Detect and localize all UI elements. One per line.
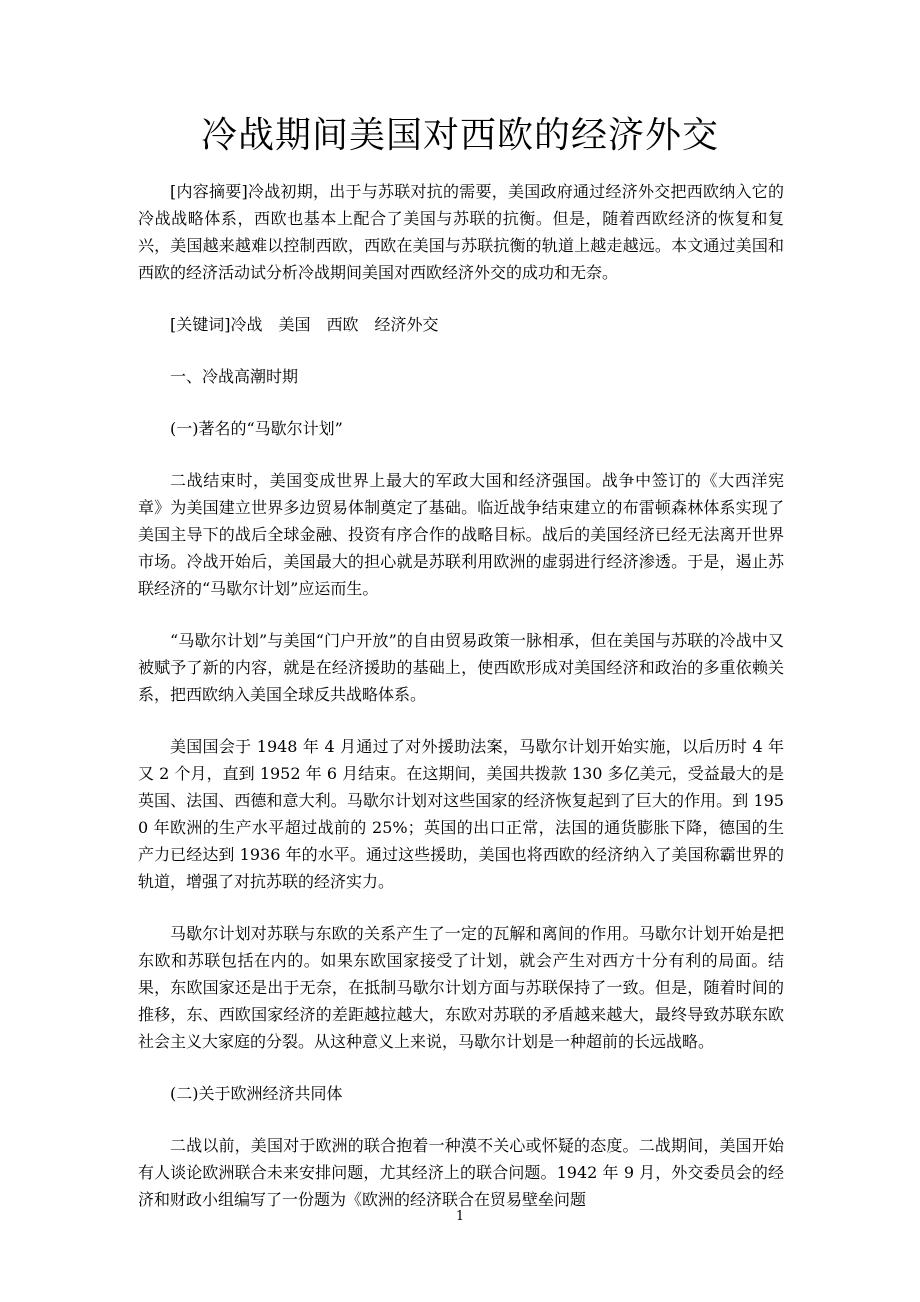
subsection-heading: (一)著名的“马歇尔计划” <box>170 419 343 438</box>
body-paragraph: 马歇尔计划对苏联与东欧的关系产生了一定的瓦解和离间的作用。马歇尔计划开始是把东欧和苏联包括在内的。如果东欧国家接受了计划，就会产生对西方十分有利的局面。结果，东欧国家还是出于无奈，在抵制马歇尔计划方面与苏联保持了一致。但是，随着时间的推移，东、西欧国家经济的差距越拉越大，东欧对苏联的矛盾越来越大，最终导致苏联东欧社会主义大家庭的分裂。从这种意义上来说，马歇尔计划是一种超前的长远战略。 <box>138 924 784 1051</box>
document-body <box>138 178 784 1238</box>
body-paragraph: “马歇尔计划”与美国“门户开放”的自由贸易政策一脉相承，但在美国与苏联的冷战中又被赋予了新的内容，就是在经济援助的基础上，使西欧形成对美国经济和政治的多重依赖关系，把西欧纳入美国全球反共战略体系。 <box>138 631 784 704</box>
keywords-line: [关键词]冷战 美国 西欧 经济外交 <box>170 315 439 334</box>
body-paragraph: 二战结束时，美国变成世界上最大的军政大国和经济强国。战争中签订的《大西洋宪章》为美国建立世界多边贸易体制奠定了基础。临近战争结束建立的布雷顿森林体系实现了美国主导下的战后全球金融、投资有序合作的战略目标。战后的美国经济已经无法离开世界市场。冷战开始后，美国最大的担心就是苏联利用欧洲的虚弱进行经济渗透。于是，遏止苏联经济的“马歇尔计划”应运而生。 <box>138 471 784 598</box>
page-number: 1 <box>455 1209 465 1224</box>
abstract-paragraph: [内容摘要]冷战初期，出于与苏联对抗的需要，美国政府通过经济外交把西欧纳入它的冷战战略体系，西欧也基本上配合了美国与苏联的抗衡。但是，随着西欧经济的恢复和复兴，美国越来越难以控制西欧，西欧在美国与苏联抗衡的轨道上越走越远。本文通过美国和西欧的经济活动试分析冷战期间美国对西欧经济外交的成功和无奈。 <box>138 182 784 282</box>
body-paragraph: 美国国会于 1948 年 4 月通过了对外援助法案，马歇尔计划开始实施，以后历时 4 年又 2 个月，直到 1952 年 6 月结束。在这期间，美国共拨款 130 多亿美元，受益最大的是英国、法国、西德和意大利。马歇尔计划对这些国家的经济恢复起到了巨大的作用。到 1950 年欧洲的生产水平超过战前的 25%；英国的出口正常，法国的通货膨胀下降，德国的生产力已经达到 1936 年的水平。通过这些援助，美国也将西欧的经济纳入了美国称霸世界的轨道，增强了对抗苏联的经济实力。 <box>138 737 784 891</box>
subsection-heading: (二)关于欧洲经济共同体 <box>170 1084 343 1103</box>
body-paragraph: 二战以前，美国对于欧洲的联合抱着一种漠不关心或怀疑的态度。二战期间，美国开始有人谈论欧洲联合未来安排问题，尤其经济上的联合问题。1942 年 9 月，外交委员会的经济和财政小组编写了一份题为《欧洲的经济联合在贸易壁垒问题 <box>138 1136 784 1209</box>
section-heading: 一、冷战高潮时期 <box>170 367 299 386</box>
document-title: 冷战期间美国对西欧的经济外交 <box>200 115 719 156</box>
